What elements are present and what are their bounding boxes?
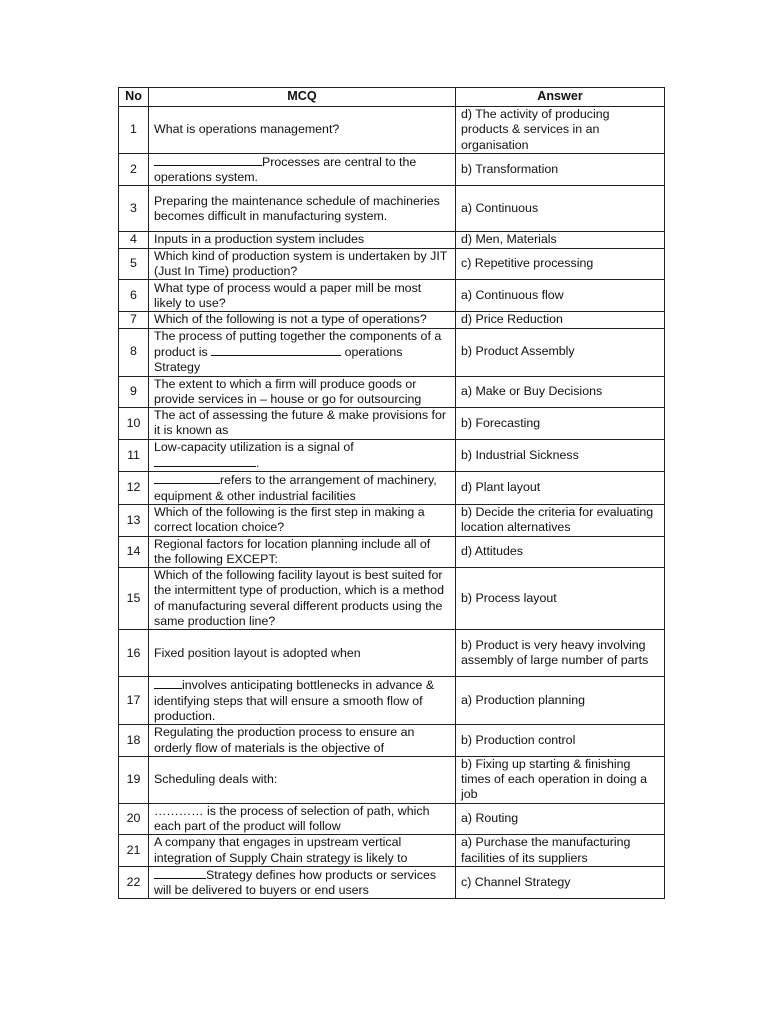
table-row: [119, 232, 665, 248]
table-row: [119, 280, 665, 312]
answer-text: b) Product Assembly: [456, 328, 665, 376]
question-number: 10: [119, 408, 149, 440]
question-body: refers to the arrangement of machinery, equipment & other industrial facilities: [154, 473, 437, 503]
question-number: 21: [119, 835, 149, 867]
question-text: [149, 677, 456, 725]
question-number: 14: [119, 536, 149, 568]
question-body: Scheduling deals with:: [154, 772, 278, 787]
question-text: [149, 866, 456, 899]
table-row: [119, 536, 665, 568]
answer-text: c) Channel Strategy: [456, 866, 665, 899]
question-text: [149, 568, 456, 630]
question-number: 13: [119, 504, 149, 536]
table-row: [119, 312, 665, 328]
question-number: 22: [119, 866, 149, 899]
question-number: 11: [119, 439, 149, 472]
answer-text: d) Plant layout: [456, 472, 665, 505]
question-number: 12: [119, 472, 149, 505]
fill-in-blank: [154, 677, 182, 689]
answer-text: b) Production control: [456, 725, 665, 757]
table-row: [119, 376, 665, 408]
question-body: Regional factors for location planning include all of the following EXCEPT:: [154, 536, 431, 566]
question-number: 15: [119, 568, 149, 630]
fill-in-blank: [154, 867, 206, 879]
answer-text: a) Production planning: [456, 677, 665, 725]
question-text: [149, 232, 456, 248]
question-lead: The process of putting together the components of a product is: [154, 328, 442, 359]
table-row: [119, 153, 665, 186]
question-body: Which kind of production system is undertaken by JIT (Just In Time) production?: [154, 248, 448, 279]
question-number: 8: [119, 328, 149, 376]
answer-text: d) Attitudes: [456, 536, 665, 568]
header-row: [119, 88, 665, 107]
answer-text: d) Men, Materials: [456, 232, 665, 248]
header-no: No: [119, 88, 149, 107]
question-number: 3: [119, 186, 149, 232]
table-row: [119, 504, 665, 536]
question-body: involves anticipating bottlenecks in advance & identifying steps that will ensure a smooth flow of production.: [154, 678, 435, 723]
answer-text: d) The activity of producing products & services in an organisation: [456, 107, 665, 154]
question-text: [149, 472, 456, 505]
question-text: [149, 408, 456, 440]
question-body: Fixed position layout is adopted when: [154, 645, 361, 660]
question-number: 20: [119, 803, 149, 835]
answer-text: b) Transformation: [456, 153, 665, 186]
table-row: [119, 107, 665, 154]
question-body: What is operations management?: [154, 122, 340, 137]
question-text: [149, 328, 456, 376]
question-text: [149, 536, 456, 568]
question-body: Inputs in a production system includes: [154, 232, 365, 247]
answer-text: b) Industrial Sickness: [456, 439, 665, 472]
question-lead: Low-capacity utilization is a signal of: [154, 439, 354, 454]
table-row: [119, 835, 665, 867]
question-body: Preparing the maintenance schedule of machineries becomes difficult in manufacturing system.: [154, 193, 440, 223]
question-text: [149, 756, 456, 803]
answer-text: a) Purchase the manufacturing facilities of its suppliers: [456, 835, 665, 867]
question-text: [149, 803, 456, 835]
question-text: [149, 439, 456, 472]
answer-text: a) Make or Buy Decisions: [456, 376, 665, 408]
question-body: A company that engages in upstream vertical integration of Supply Chain strategy is likely to: [154, 835, 408, 865]
question-text: [149, 153, 456, 186]
fill-in-blank: [154, 154, 262, 166]
table-row: [119, 568, 665, 630]
fill-in-blank: [211, 344, 341, 356]
question-text: [149, 504, 456, 536]
mcq-table-body: [119, 107, 665, 899]
question-body: operations Strategy: [154, 344, 403, 375]
fill-in-blank: [154, 472, 220, 484]
question-number: 17: [119, 677, 149, 725]
question-body: Which of the following is not a type of operations?: [154, 312, 427, 327]
question-text: [149, 376, 456, 408]
question-text: [149, 312, 456, 328]
table-row: [119, 725, 665, 757]
table-row: [119, 408, 665, 440]
table-row: [119, 803, 665, 835]
table-row: [119, 186, 665, 232]
header-mcq: MCQ: [149, 88, 456, 107]
answer-text: b) Process layout: [456, 568, 665, 630]
answer-text: a) Continuous flow: [456, 280, 665, 312]
question-text: [149, 248, 456, 280]
question-number: 7: [119, 312, 149, 328]
question-number: 16: [119, 630, 149, 677]
answer-text: a) Routing: [456, 803, 665, 835]
question-text: [149, 107, 456, 154]
question-body: Which of the following facility layout is best suited for the intermittent type of production, which is a method of manufacturing several different products using the same production line?: [154, 568, 444, 629]
answer-text: b) Decide the criteria for evaluating location alternatives: [456, 504, 665, 536]
question-number: 4: [119, 232, 149, 248]
question-body: Processes are central to the operations system.: [154, 154, 417, 185]
answer-text: b) Product is very heavy involving assembly of large number of parts: [456, 630, 665, 677]
fill-in-blank: [154, 455, 256, 467]
header-answer: Answer: [456, 88, 665, 107]
answer-text: a) Continuous: [456, 186, 665, 232]
answer-text: b) Forecasting: [456, 408, 665, 440]
question-body: ………… is the process of selection of path, which each part of the product will follow: [154, 803, 430, 833]
mcq-table: [118, 87, 665, 899]
question-body: Strategy defines how products or services will be delivered to buyers or end users: [154, 867, 437, 898]
question-body: What type of process would a paper mill be most likely to use?: [154, 280, 422, 310]
table-row: [119, 248, 665, 280]
question-number: 18: [119, 725, 149, 757]
question-body: Regulating the production process to ensure an orderly flow of materials is the objective of: [154, 725, 415, 755]
table-row: [119, 472, 665, 505]
table-row: [119, 677, 665, 725]
table-row: [119, 756, 665, 803]
table-row: [119, 630, 665, 677]
answer-text: c) Repetitive processing: [456, 248, 665, 280]
question-body: Which of the following is the first step in making a correct location choice?: [154, 504, 425, 535]
question-number: 5: [119, 248, 149, 280]
table-row: [119, 866, 665, 899]
answer-text: d) Price Reduction: [456, 312, 665, 328]
question-text: [149, 835, 456, 867]
question-number: 19: [119, 756, 149, 803]
answer-text: b) Fixing up starting & finishing times of each operation in doing a job: [456, 756, 665, 803]
table-row: [119, 328, 665, 376]
question-body: .: [256, 456, 260, 471]
question-number: 1: [119, 107, 149, 154]
question-body: The act of assessing the future & make provisions for it is known as: [154, 408, 447, 438]
table-row: [119, 439, 665, 472]
question-body: The extent to which a firm will produce goods or provide services in – house or go for outsourcing: [154, 376, 422, 406]
question-number: 2: [119, 153, 149, 186]
question-text: [149, 280, 456, 312]
question-text: [149, 630, 456, 677]
question-text: [149, 725, 456, 757]
question-number: 6: [119, 280, 149, 312]
question-number: 9: [119, 376, 149, 408]
question-text: [149, 186, 456, 232]
